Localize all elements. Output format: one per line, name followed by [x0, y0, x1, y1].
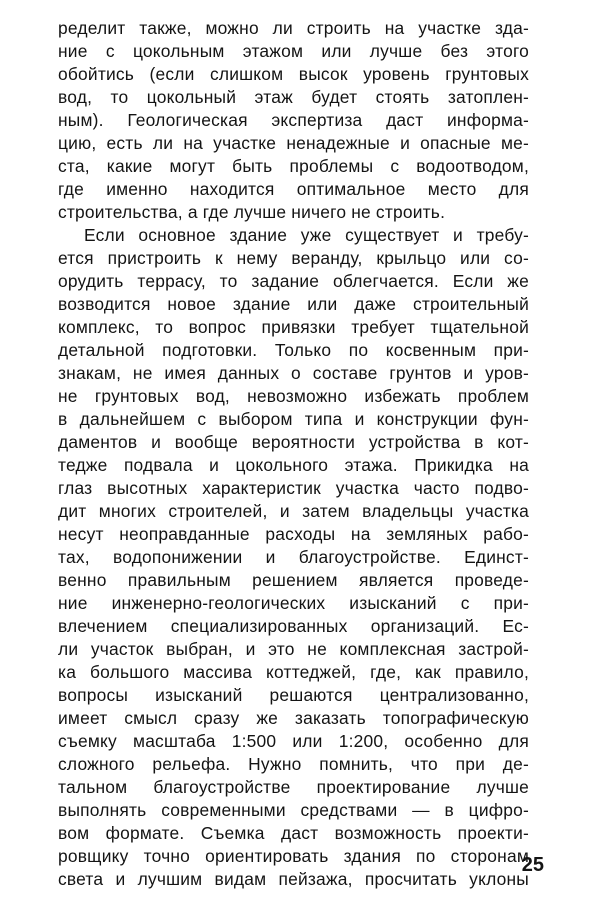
- text-line: ли участок выбран, и это не комплексная застрой-: [58, 639, 529, 659]
- text-line: вод, то цокольный этаж будет стоять затоплен-: [58, 87, 529, 107]
- text-line: ределит также, можно ли строить на участке зда-: [58, 18, 529, 38]
- text-line: детальной подготовки. Только по косвенным при-: [58, 340, 529, 360]
- text-line: знакам, не имея данных о составе грунтов и уров-: [58, 363, 529, 383]
- text-line: тальном благоустройстве проектирование лучше: [58, 777, 529, 797]
- text-line: дит многих строителей, и затем владельцы участка: [58, 501, 529, 521]
- text-line: ста, какие могут быть проблемы с водоотводом,: [58, 156, 529, 176]
- text-line: комплекс, то вопрос привязки требует тщательной: [58, 317, 529, 337]
- text-line: имеет смысл сразу же заказать топографическую: [58, 708, 529, 728]
- text-line: ным). Геологическая экспертиза даст информа-: [58, 110, 529, 130]
- text-line: несут неоправданные расходы на земляных рабо-: [58, 524, 529, 544]
- page-number: 25: [521, 854, 544, 876]
- text-line: венно правильным решением является проведе-: [58, 570, 529, 590]
- text-line: цию, есть ли на участке ненадежные и опасные ме-: [58, 133, 529, 153]
- text-line: ется пристроить к нему веранду, крыльцо или со-: [58, 248, 529, 268]
- text-line: даментов и вообще вероятности устройства в кот-: [58, 432, 529, 452]
- text-line: не грунтовых вод, невозможно избежать проблем: [58, 386, 529, 406]
- text-line: строительства, а где лучше ничего не строить.: [58, 202, 446, 222]
- text-line: съемку масштаба 1:500 или 1:200, особенно для: [58, 731, 529, 751]
- text-line: обойтись (если слишком высок уровень грунтовых: [58, 64, 529, 84]
- text-line: орудить террасу, то задание облегчается. Если же: [58, 271, 529, 291]
- text-line: возводится новое здание или даже строительный: [58, 294, 529, 314]
- text-line: влечением специализированных организаций. Ес-: [58, 616, 529, 636]
- text-line: глаз высотных характеристик участка часто подво-: [58, 478, 529, 498]
- text-line: выполнять современными средствами — в цифро-: [58, 800, 529, 820]
- text-line: в дальнейшем с выбором типа и конструкции фун-: [58, 409, 529, 429]
- text-line: где именно находится оптимальное место для: [58, 179, 529, 199]
- text-line: сложного рельефа. Нужно помнить, что при де-: [58, 754, 529, 774]
- text-line: тах, водопонижении и благоустройстве. Единст-: [58, 547, 529, 567]
- text-line: вом формате. Съемка даст возможность проекти-: [58, 823, 529, 843]
- text-line: тедже подвала и цокольного этажа. Прикидка на: [58, 455, 529, 475]
- text-line: ние с цокольным этажом или лучше без этого: [58, 41, 529, 61]
- text-line: ка большого массива коттеджей, где, как правило,: [58, 662, 529, 682]
- text-line: Если основное здание уже существует и требу-: [84, 225, 529, 245]
- text-line: вопросы изысканий решаются централизованно,: [58, 685, 529, 705]
- body-text: [58, 17, 529, 891]
- text-line: света и лучшим видам пейзажа, просчитать уклоны: [58, 869, 529, 889]
- text-line: ние инженерно-геологических изысканий с при-: [58, 593, 529, 613]
- text-line: ровщику точно ориентировать здания по сторонам: [58, 846, 529, 866]
